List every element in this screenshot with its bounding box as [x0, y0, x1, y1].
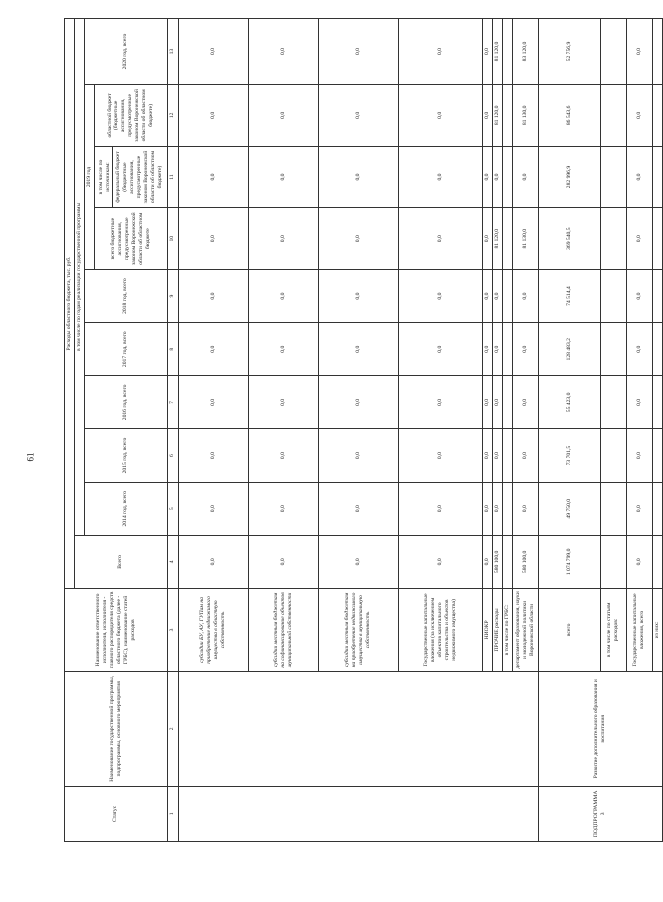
value-cell: 0,0 — [178, 482, 248, 535]
value-cell: 0,0 — [626, 208, 652, 270]
value-cell — [652, 429, 662, 482]
value-cell: 0,0 — [482, 429, 492, 482]
column-index-cell: 12 — [167, 85, 178, 147]
value-cell: 0,0 — [626, 19, 652, 85]
empty-status-cell — [178, 786, 538, 841]
value-cell: 0,0 — [398, 208, 482, 270]
value-cell: 0,0 — [626, 270, 652, 323]
value-cell — [600, 429, 626, 482]
value-cell: 0,0 — [398, 19, 482, 85]
value-cell: 55 423,0 — [538, 376, 600, 429]
value-cell: 73 701,5 — [538, 429, 600, 482]
value-cell — [502, 208, 512, 270]
value-cell — [600, 19, 626, 85]
row-label: Государственные капитальные вложения, всего — [626, 588, 652, 671]
value-cell: 0,0 — [318, 208, 398, 270]
table-body — [178, 19, 662, 842]
value-cell: 128 483,2 — [538, 323, 600, 376]
column-index-row — [167, 19, 178, 842]
column-index-cell: 6 — [167, 429, 178, 482]
value-cell: 0,0 — [482, 270, 492, 323]
row-label: всего — [538, 588, 600, 671]
value-cell — [502, 482, 512, 535]
header-by-years: в том числе по годам реализации государственной программы — [74, 19, 84, 536]
value-cell: 0,0 — [482, 482, 492, 535]
header-2019-total: всего бюджетные ассигнования, предусмотренные законом Воронежской области об областном бюджете — [94, 208, 167, 270]
row-label: ПРОЧИЕ расходы — [492, 588, 502, 671]
value-cell: 0,0 — [626, 85, 652, 147]
value-cell: 0,0 — [248, 482, 318, 535]
row-label: Государственные капитальные вложения (за исключением объектов капитального строительства и объектов недвижимого имущества) — [398, 588, 482, 671]
value-cell: 0,0 — [248, 376, 318, 429]
value-cell: 0,0 — [512, 270, 538, 323]
value-cell: 0,0 — [512, 146, 538, 208]
budget-table — [64, 18, 663, 842]
value-cell: 0,0 — [318, 429, 398, 482]
value-cell: 0,0 — [626, 429, 652, 482]
value-cell: 81 130,0 — [512, 208, 538, 270]
column-index-cell: 3 — [167, 588, 178, 671]
value-cell: 0,0 — [398, 376, 482, 429]
value-cell: 0,0 — [318, 85, 398, 147]
row-label: в том числе по статьям расходов: — [600, 588, 626, 671]
column-index-cell: 8 — [167, 323, 178, 376]
value-cell — [652, 482, 662, 535]
value-cell: 0,0 — [398, 429, 482, 482]
header-2016: 2016 год, всего — [84, 376, 167, 429]
header-executor: Наименование ответственного исполнителя, исполнителя - главного распорядителя средств областного бюджета (далее - ГРБС), наименование статей расходов — [65, 588, 168, 671]
value-cell — [600, 535, 626, 588]
row-label: субсидии местным бюджетам на приобретение недвижимого имущества в муниципальную собственность — [318, 588, 398, 671]
value-cell: 81 120,0 — [492, 19, 502, 85]
value-cell — [600, 208, 626, 270]
value-cell: 0,0 — [492, 323, 502, 376]
value-cell: 0,0 — [626, 323, 652, 376]
value-cell: 0,0 — [492, 270, 502, 323]
value-cell: 0,0 — [318, 376, 398, 429]
value-cell: 0,0 — [318, 19, 398, 85]
column-index-cell: 9 — [167, 270, 178, 323]
value-cell: 86 543,6 — [538, 85, 600, 147]
value-cell: 0,0 — [482, 376, 492, 429]
value-cell: 0,0 — [512, 376, 538, 429]
value-cell: 0,0 — [178, 19, 248, 85]
value-cell: 52 756,9 — [538, 19, 600, 85]
header-2019: 2019 год — [84, 85, 94, 270]
value-cell — [600, 482, 626, 535]
value-cell: 0,0 — [398, 270, 482, 323]
header-expenses-title: Расходы областного бюджета, тыс. руб. — [65, 19, 75, 589]
value-cell: 0,0 — [248, 146, 318, 208]
value-cell — [652, 19, 662, 85]
value-cell — [502, 85, 512, 147]
header-2019-incl: в том числе по источникам: — [98, 147, 114, 208]
page-number: 61 — [25, 452, 36, 462]
empty-name-cell — [178, 671, 538, 786]
value-cell: 0,0 — [626, 482, 652, 535]
value-cell — [652, 208, 662, 270]
header-2017: 2017 год, всего — [84, 323, 167, 376]
value-cell — [502, 429, 512, 482]
value-cell — [502, 323, 512, 376]
value-cell: 282 996,9 — [538, 146, 600, 208]
value-cell: 0,0 — [248, 85, 318, 147]
value-cell — [652, 146, 662, 208]
value-cell — [600, 376, 626, 429]
column-index-cell: 2 — [167, 671, 178, 786]
value-cell: 0,0 — [492, 146, 502, 208]
value-cell: 0,0 — [178, 146, 248, 208]
value-cell — [600, 85, 626, 147]
value-cell: 81 130,0 — [512, 85, 538, 147]
row-label: НИОКР — [482, 588, 492, 671]
header-2019-federal — [94, 146, 167, 208]
column-index-cell: 1 — [167, 786, 178, 841]
value-cell: 0,0 — [318, 535, 398, 588]
value-cell: 0,0 — [248, 270, 318, 323]
column-index-cell: 13 — [167, 19, 178, 85]
row-label: субсидии БУ, АУ, ГУПам на приобретение недвижимого имущества в областную собственность — [178, 588, 248, 671]
value-cell: 0,0 — [492, 482, 502, 535]
table-row — [538, 19, 600, 842]
value-cell: 0,0 — [178, 535, 248, 588]
header-2014: 2014 год, всего — [84, 482, 167, 535]
header-status: Статус — [65, 786, 168, 841]
header-2018: 2018 год, всего — [84, 270, 167, 323]
value-cell: 49 750,0 — [538, 482, 600, 535]
value-cell: 0,0 — [248, 208, 318, 270]
value-cell: 0,0 — [492, 376, 502, 429]
value-cell: 0,0 — [318, 270, 398, 323]
table-row — [178, 19, 248, 842]
value-cell: 0,0 — [248, 535, 318, 588]
row-label: в том числе по ГРБС: — [502, 588, 512, 671]
value-cell — [502, 146, 512, 208]
column-index-cell: 4 — [167, 535, 178, 588]
value-cell: 0,0 — [398, 85, 482, 147]
column-index-cell: 7 — [167, 376, 178, 429]
value-cell: 0,0 — [482, 208, 492, 270]
value-cell — [502, 376, 512, 429]
value-cell: 0,0 — [626, 535, 652, 588]
value-cell: 0,0 — [178, 323, 248, 376]
value-cell: 0,0 — [248, 429, 318, 482]
value-cell — [502, 535, 512, 588]
value-cell: 0,0 — [512, 429, 538, 482]
value-cell: 0,0 — [626, 376, 652, 429]
header-total: Всего — [74, 535, 167, 588]
value-cell: 0,0 — [626, 146, 652, 208]
value-cell: 0,0 — [178, 376, 248, 429]
value-cell: 580 100,0 — [512, 535, 538, 588]
value-cell: 580 100,0 — [492, 535, 502, 588]
value-cell — [652, 376, 662, 429]
value-cell — [600, 146, 626, 208]
value-cell: 81 120,0 — [492, 85, 502, 147]
value-cell — [652, 323, 662, 376]
rotated-table-container — [64, 18, 660, 842]
value-cell: 0,0 — [398, 146, 482, 208]
header-2019-regional: областной бюджет (бюджетные ассигнования, предусмотренные законом Воронежской области об областном бюджете) — [94, 85, 167, 147]
value-cell: 0,0 — [318, 146, 398, 208]
value-cell: 0,0 — [318, 323, 398, 376]
value-cell: 0,0 — [178, 270, 248, 323]
value-cell — [502, 270, 512, 323]
value-cell — [502, 19, 512, 85]
value-cell: 81 120,0 — [492, 208, 502, 270]
value-cell: 1 074 799,0 — [538, 535, 600, 588]
value-cell: 0,0 — [482, 85, 492, 147]
value-cell: 0,0 — [482, 535, 492, 588]
value-cell: 0,0 — [248, 19, 318, 85]
header-program-name: Наименование государственной программы, подпрограммы, основного мероприятия — [65, 671, 168, 786]
subprogram-status: ПОДПРОГРАММА 3 — [538, 786, 662, 841]
value-cell: 0,0 — [512, 323, 538, 376]
value-cell — [652, 270, 662, 323]
value-cell: 0,0 — [482, 19, 492, 85]
subprogram-name: Развитие дополнительного образования и воспитания — [538, 671, 662, 786]
row-label: департамент образования, науки и молодежной политики Воронежской области — [512, 588, 538, 671]
value-cell — [652, 85, 662, 147]
value-cell: 0,0 — [398, 482, 482, 535]
value-cell: 0,0 — [482, 146, 492, 208]
value-cell — [600, 270, 626, 323]
header-2020: 2020 год, всего — [84, 19, 167, 85]
value-cell — [652, 535, 662, 588]
value-cell: 0,0 — [178, 85, 248, 147]
column-index-cell: 11 — [167, 146, 178, 208]
value-cell: 83 120,0 — [512, 19, 538, 85]
column-index-cell: 10 — [167, 208, 178, 270]
header-2019-federal-text: федеральный бюджет (бюджетные ассигнования, предусмотренные законом Воронежской области об областном бюджете) — [115, 150, 164, 204]
row-label: субсидии местным бюджетам на софинансирование объектов муниципальной собственности — [248, 588, 318, 671]
value-cell: 0,0 — [482, 323, 492, 376]
value-cell: 0,0 — [398, 323, 482, 376]
value-cell: 0,0 — [492, 429, 502, 482]
column-index-cell: 5 — [167, 482, 178, 535]
value-cell: 0,0 — [178, 208, 248, 270]
value-cell: 0,0 — [248, 323, 318, 376]
value-cell — [600, 323, 626, 376]
row-label: из них: — [652, 588, 662, 671]
value-cell: 0,0 — [398, 535, 482, 588]
value-cell: 74 514,4 — [538, 270, 600, 323]
value-cell: 369 540,5 — [538, 208, 600, 270]
value-cell: 0,0 — [178, 429, 248, 482]
value-cell: 0,0 — [512, 482, 538, 535]
value-cell: 0,0 — [318, 482, 398, 535]
header-2015: 2015 год, всего — [84, 429, 167, 482]
